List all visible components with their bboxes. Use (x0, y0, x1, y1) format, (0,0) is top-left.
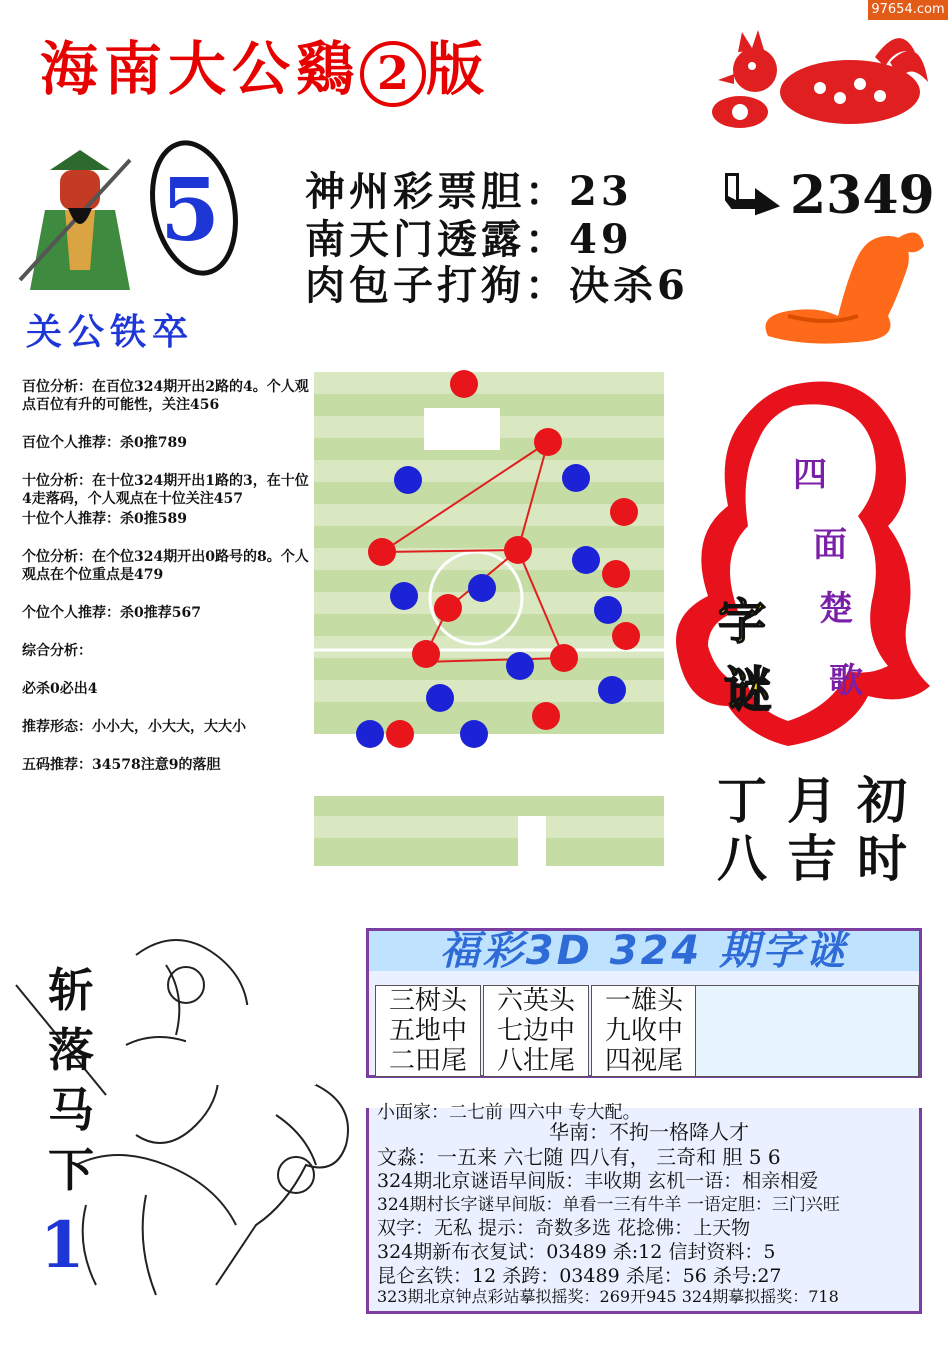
info-line: 小面家：二七前 四六中 专大配。 (377, 1102, 641, 1123)
riddle-char-2: 面 (813, 525, 847, 565)
horse-title-char: 斩 (48, 963, 94, 1017)
title-text: 海南大公鷄 (40, 35, 361, 103)
hundreds-analysis: 百位分析：在百位324期开出2路的4。个人观点百位有升的可能性，关注456 (22, 379, 309, 413)
tens-pick: 十位个人推荐：杀0推589 (22, 511, 187, 527)
fucai-riddle-panel (366, 928, 922, 1078)
riddle-line: 四视尾 (604, 1046, 683, 1076)
riddle-line: 二田尾 (388, 1046, 467, 1076)
info-line: 324期新布衣复试：03489 杀:12 信封资料：5 (377, 1241, 776, 1263)
riddle-line: 三树头 (388, 986, 467, 1016)
riddle-char-4: 歌 (829, 661, 863, 701)
info-line: 文淼：一五来 六七随 四八有， 三奇和 胆 5 6 (377, 1145, 781, 1169)
answer-char: 月 (787, 771, 837, 830)
riddle-cell-empty (695, 985, 919, 1077)
info-line: 324期村长字谜早间版：单看一三有牛羊 一语定胆：三门兴旺 (377, 1195, 840, 1215)
tip-line-1: 神州彩票胆：23 (305, 168, 633, 215)
five-code-line: 五码推荐：34578注意9的落胆 (22, 757, 221, 773)
riddle-cell (591, 985, 697, 1077)
units-analysis: 个位分析：在个位324期开出0路号的8。个人观点在个位重点是479 (22, 549, 309, 583)
riddle-line: 七边中 (496, 1016, 575, 1046)
riddle-line: 九收中 (604, 1016, 683, 1046)
riddle-cell (375, 985, 481, 1077)
units-pick: 个位个人推荐：杀0推荐567 (22, 605, 201, 621)
riddle-line: 一雄头 (604, 986, 683, 1016)
riddle-cell (483, 985, 589, 1077)
overall-label: 综合分析： (22, 643, 92, 659)
riddle-char-3: 楚 (819, 589, 853, 629)
guan-caption: 关公铁卒 (26, 311, 195, 353)
riddle-label-top: 字 (717, 594, 767, 650)
page-title (40, 22, 490, 107)
answer-char: 八 (717, 829, 767, 888)
answer-char: 吉 (787, 829, 837, 888)
football-pitch-graphic (314, 372, 664, 734)
hundreds-pick: 百位个人推荐：杀0推789 (22, 435, 187, 451)
horse-title (36, 960, 106, 1200)
rooster-papercut-icon (700, 22, 930, 132)
info-line: 双字：无私 提示：奇数多选 花捻佛：上天物 (377, 1217, 751, 1239)
horse-title-char: 马 (48, 1083, 94, 1137)
edition-circle: 2 (360, 41, 426, 107)
arrow-icon (722, 170, 782, 214)
horse-number: 1 (40, 1208, 85, 1283)
must-line: 必杀0必出4 (22, 681, 98, 697)
answer-char: 时 (857, 829, 907, 888)
orange-figure-icon (748, 216, 928, 356)
tip-line-3: 肉包子打狗：决杀6 (305, 262, 689, 309)
riddle-line: 六英头 (496, 986, 575, 1016)
site-tag[interactable]: 97654.com (868, 0, 948, 20)
horse-title-char: 落 (48, 1023, 94, 1077)
answer-char: 丁 (717, 771, 767, 830)
info-line: 华南：不拘一格降人才 (549, 1120, 749, 1144)
football-pitch-strip (314, 796, 664, 866)
riddle-line: 五地中 (388, 1016, 467, 1046)
info-line: 324期北京谜语早间版：丰收期 玄机一语：相亲相爱 (377, 1170, 819, 1192)
horse-title-char: 下 (48, 1143, 94, 1197)
riddle-label-bottom: 谜 (723, 662, 773, 718)
riddle-swirl-graphic (668, 376, 938, 756)
tip-line-2: 南天门透露：49 (305, 216, 633, 263)
answer-grid (702, 772, 922, 888)
fucai-panel-title: 福彩3D 324 期字谜 (369, 931, 919, 971)
info-line: 昆仑玄铁：12 杀跨：03489 杀尾：56 杀号:27 (377, 1265, 782, 1287)
tens-analysis: 十位分析：在十位324期开出1路的3，在十位4走落码，个人观点在十位关注457 (22, 473, 309, 507)
guan-gong-figure-icon (20, 150, 140, 300)
info-panel (366, 1102, 922, 1314)
info-line: 323期北京钟点彩站摹拟摇奖：269开945 324期摹拟摇奖：718 (377, 1287, 839, 1306)
analysis-text (22, 378, 312, 794)
badge-oval-icon (142, 132, 242, 282)
highlight-number: 2349 (790, 165, 935, 226)
riddle-char-1: 四 (793, 455, 827, 495)
answer-char: 初 (857, 771, 907, 830)
shape-line: 推荐形态：小小大，小大大，大大小 (22, 719, 246, 735)
badge-number: 5 (160, 160, 220, 261)
edition-suffix: 版 (426, 35, 491, 103)
riddle-line: 八壮尾 (496, 1046, 575, 1076)
